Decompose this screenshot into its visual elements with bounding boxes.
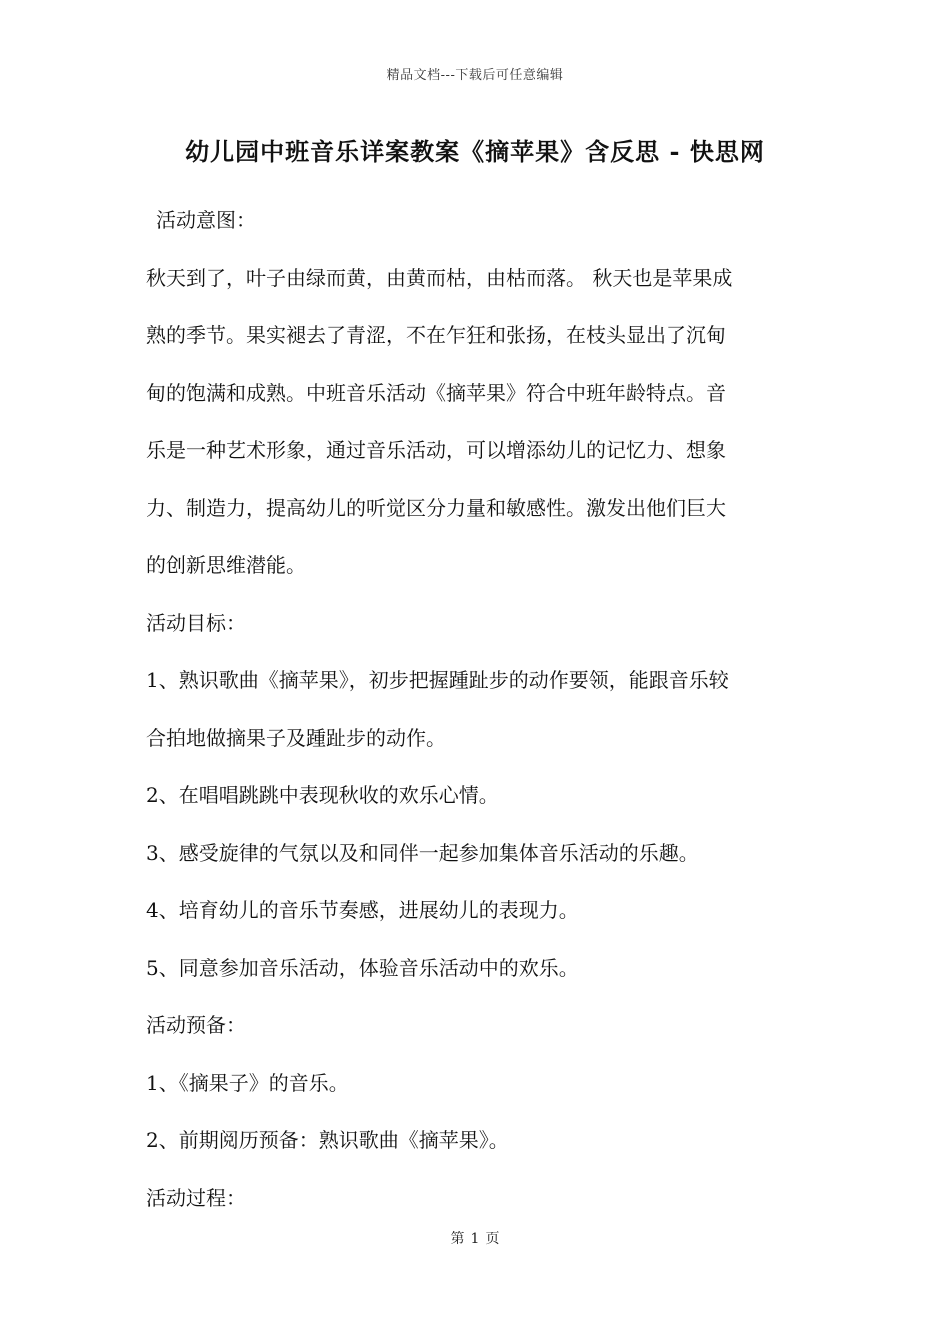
paragraph-line: 甸的饱满和成熟。中班音乐活动《摘苹果》符合中班年龄特点。音 xyxy=(146,380,726,405)
page-number-suffix: 页 xyxy=(485,1231,500,1247)
list-item: 1、熟识歌曲《摘苹果》，初步把握踵趾步的动作要领，能跟音乐较 xyxy=(146,668,729,692)
list-item: 1、《摘果子》的音乐。 xyxy=(146,1070,349,1095)
paragraph-line: 乐是一种艺术形象，通过音乐活动，可以增添幼儿的记忆力、想象 xyxy=(146,438,726,462)
paragraph-line: 力、制造力，提高幼儿的听觉区分力量和敏感性。激发出他们巨大 xyxy=(146,495,726,520)
list-item: 2、前期阅历预备：熟识歌曲《摘苹果》。 xyxy=(146,1128,509,1152)
page-number-prefix: 第 xyxy=(450,1231,465,1247)
section-heading-process: 活动过程： xyxy=(146,1185,246,1210)
list-item: 4、培育幼儿的音乐节奏感，进展幼儿的表现力。 xyxy=(146,898,579,922)
list-item: 3、感受旋律的气氛以及和同伴一起参加集体音乐活动的乐趣。 xyxy=(146,840,699,865)
list-item: 2、在唱唱跳跳中表现秋收的欢乐心情。 xyxy=(146,783,499,807)
header-note: 精品文档---下载后可任意编辑 xyxy=(386,68,564,83)
section-heading-preparation: 活动预备： xyxy=(146,1013,246,1037)
page-footer xyxy=(0,1228,950,1248)
list-item: 5、同意参加音乐活动，体验音乐活动中的欢乐。 xyxy=(146,955,579,980)
section-heading-intent: 活动意图： xyxy=(156,208,256,232)
page-number: 1 xyxy=(470,1231,480,1247)
section-heading-goals: 活动目标： xyxy=(146,610,246,635)
document-body xyxy=(146,200,810,1235)
list-item-continuation: 合拍地做摘果子及踵趾步的动作。 xyxy=(146,725,446,750)
paragraph-line: 的创新思维潜能。 xyxy=(146,553,306,577)
paragraph-line: 秋天到了，叶子由绿而黄，由黄而枯，由枯而落。 秋天也是苹果成 xyxy=(146,265,733,290)
document-title: 幼儿园中班音乐详案教案《摘苹果》含反思 - 快思网 xyxy=(185,137,765,166)
paragraph-line: 熟的季节。果实褪去了青涩，不在乍狂和张扬，在枝头显出了沉甸 xyxy=(146,323,726,347)
